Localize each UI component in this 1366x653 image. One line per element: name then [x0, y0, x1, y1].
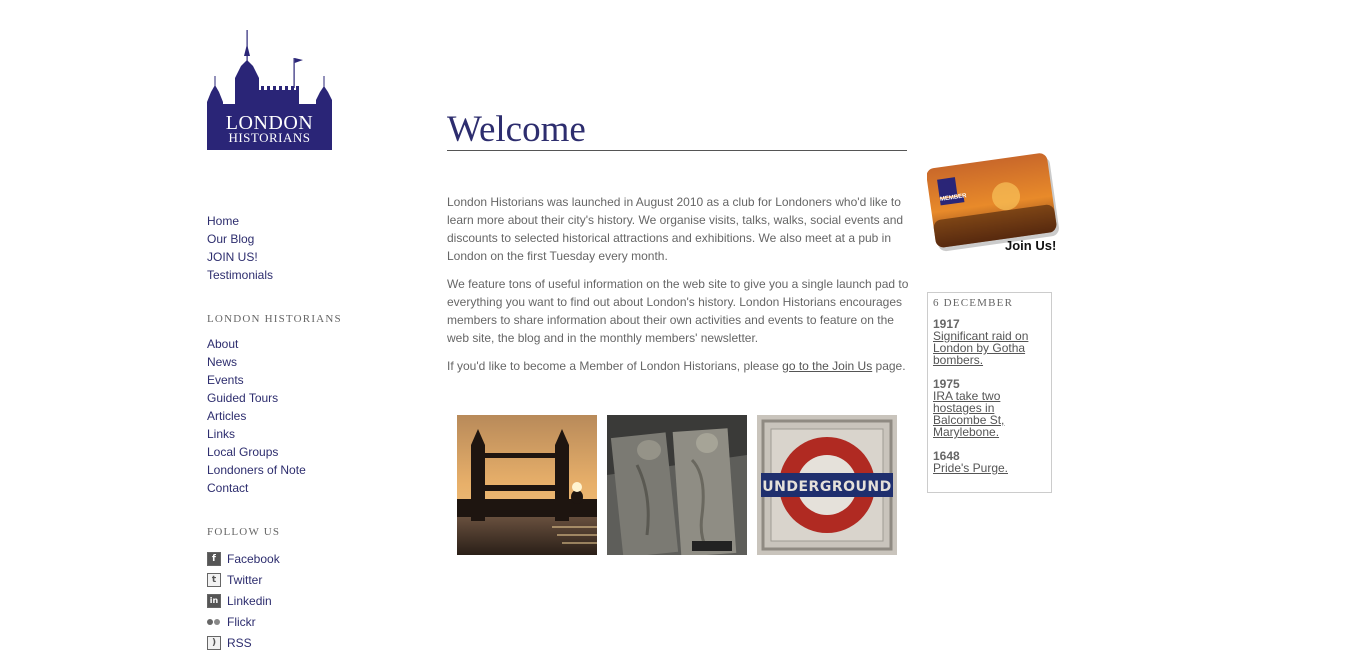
join-us-label[interactable]: Join Us!	[1005, 238, 1057, 253]
effigies-image	[607, 415, 747, 555]
facebook-icon[interactable]: f	[207, 552, 221, 566]
nav-link-join[interactable]: JOIN US!	[207, 250, 258, 264]
nav-item-events	[207, 371, 306, 389]
social-link-twitter[interactable]: Twitter	[227, 572, 263, 587]
nav-item-contact	[207, 479, 306, 497]
nav-item-local-groups	[207, 443, 306, 461]
history-event	[933, 378, 1046, 438]
nav-link-articles[interactable]: Articles	[207, 409, 247, 423]
event-link[interactable]: Pride's Purge.	[933, 461, 1008, 475]
intro-paragraph-2: We feature tons of useful information on the web site to give you a single launch pad to everything you want to find out about London's history. London Historians encourages members to share information about their own activities and events to feature on the web site, the blog and in the monthly members' newsletter.	[447, 277, 909, 345]
social-links	[207, 548, 280, 653]
nav-link-home[interactable]: Home	[207, 214, 240, 228]
photo-stone-effigies[interactable]	[607, 415, 747, 555]
main-nav	[207, 212, 273, 284]
nav-link-about[interactable]: About	[207, 337, 239, 351]
social-link-rss[interactable]: RSS	[227, 635, 252, 650]
intro-paragraph-1: London Historians was launched in August 2010 as a club for Londoners who'd like to learn more about their city's history. We organise visits, talks, walks, social events and discounts to selected historical attractions and exhibitions. We also meet at a pub in London on the first Tuesday every month.	[447, 195, 904, 263]
history-event	[933, 318, 1046, 366]
london-historians-nav	[207, 335, 306, 497]
nav-item-londoners-of-note	[207, 461, 306, 479]
nav-link-contact[interactable]: Contact	[207, 481, 249, 495]
photo-tower-bridge-sunset[interactable]	[457, 415, 597, 555]
section-heading-follow-us: FOLLOW US	[207, 526, 281, 538]
site-logo[interactable]	[207, 30, 332, 150]
rss-icon[interactable]: )	[207, 636, 221, 650]
nav-item-about	[207, 335, 306, 353]
social-item-flickr	[207, 611, 280, 632]
linkedin-icon[interactable]: in	[207, 594, 221, 608]
event-year: 1648	[933, 449, 960, 463]
nav-item-links	[207, 425, 306, 443]
event-link[interactable]: Significant raid on London by Gotha bombers.	[933, 329, 1029, 367]
social-link-facebook[interactable]: Facebook	[227, 551, 280, 566]
history-event	[933, 450, 1046, 474]
social-link-flickr[interactable]: Flickr	[227, 614, 256, 629]
nav-item-news	[207, 353, 306, 371]
underground-roundel-image	[757, 415, 897, 555]
nav-link-testimonials[interactable]: Testimonials	[207, 268, 274, 282]
page-title: Welcome	[447, 110, 907, 151]
card-badge-text: MEMBER	[939, 193, 967, 203]
event-year: 1917	[933, 317, 960, 331]
nav-item-blog	[207, 230, 273, 248]
underground-roundel-text: UNDERGROUND	[762, 479, 892, 495]
paragraph-3-lead: If you'd like to become a Member of London Historians, please	[447, 359, 783, 373]
tower-bridge-image	[457, 415, 597, 555]
nav-item-home	[207, 212, 273, 230]
nav-link-guided-tours[interactable]: Guided Tours	[207, 391, 279, 405]
intro-paragraph-3	[447, 357, 909, 375]
nav-link-news[interactable]: News	[207, 355, 238, 369]
logo-text-line1: LONDON	[225, 112, 314, 134]
twitter-icon[interactable]: t	[207, 573, 221, 587]
social-item-linkedin	[207, 590, 280, 611]
logo-text-line2: HISTORIANS	[228, 130, 311, 145]
nav-link-local-groups[interactable]: Local Groups	[207, 445, 279, 459]
nav-link-londoners-of-note[interactable]: Londoners of Note	[207, 463, 306, 477]
nav-link-links[interactable]: Links	[207, 427, 236, 441]
nav-item-join	[207, 248, 273, 266]
join-us-link[interactable]: go to the Join Us	[782, 359, 873, 373]
nav-link-blog[interactable]: Our Blog	[207, 232, 255, 246]
nav-item-articles	[207, 407, 306, 425]
section-heading-london-historians: LONDON HISTORIANS	[207, 313, 342, 325]
social-item-twitter	[207, 569, 280, 590]
photo-underground-mosaic[interactable]	[757, 415, 897, 555]
join-us-card[interactable]	[927, 152, 1062, 257]
social-item-rss	[207, 632, 280, 653]
nav-link-events[interactable]: Events	[207, 373, 244, 387]
nav-item-testimonials	[207, 266, 273, 284]
paragraph-3-tail: page.	[872, 359, 906, 373]
on-this-day-date: 6 DECEMBER	[933, 297, 1014, 309]
social-item-facebook	[207, 548, 280, 569]
on-this-day-box	[927, 292, 1052, 493]
event-link[interactable]: IRA take two hostages in Balcombe St, Marylebone.	[933, 389, 1005, 439]
event-year: 1975	[933, 377, 960, 391]
social-link-linkedin[interactable]: Linkedin	[227, 593, 272, 608]
nav-item-guided-tours	[207, 389, 306, 407]
flickr-icon[interactable]	[207, 615, 221, 629]
